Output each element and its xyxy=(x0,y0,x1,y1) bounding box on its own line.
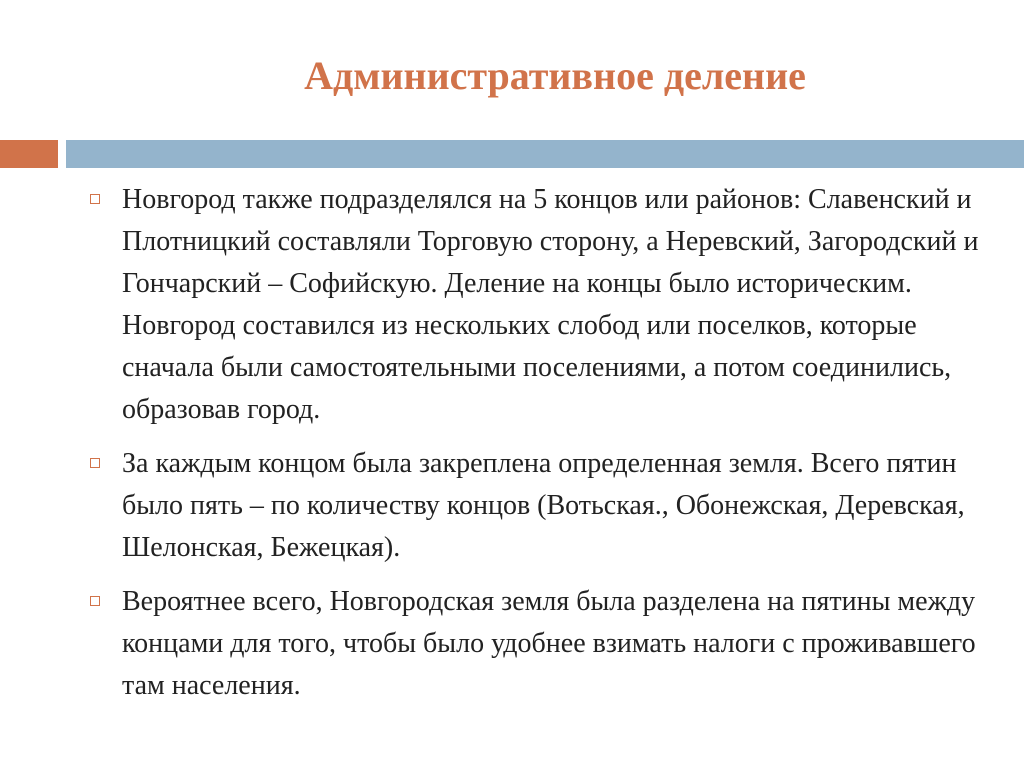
divider-main-bar xyxy=(66,140,1024,168)
square-bullet-icon xyxy=(90,458,100,468)
bullet-text: Вероятнее всего, Новгородская земля была разделена на пятины между концами для того, чтобы было удобнее взимать налоги с проживавшего там населения. xyxy=(122,586,976,701)
slide-title: Административное деление xyxy=(304,53,806,98)
square-bullet-icon xyxy=(90,596,100,606)
bullet-text: За каждым концом была закреплена определенная земля. Всего пятин было пять – по количеству концов (Вотьская., Обонежская, Деревская, Шелонская, Бежецкая). xyxy=(122,448,965,563)
bullet-list xyxy=(88,179,998,719)
bullet-text: Новгород также подразделялся на 5 концов или районов: Славенский и Плотницкий составляли Торговую сторону, а Неревский, Загородский и Гончарский – Софийскую. Деление на концы было историческим. Новгород составился из нескольких слобод или поселков, которые сначала были самостоятельными поселениями, а потом соединились, образовав город. xyxy=(122,184,979,425)
square-bullet-icon xyxy=(90,194,100,204)
bullet-item xyxy=(88,581,998,707)
bullet-item xyxy=(88,179,998,431)
bullet-item xyxy=(88,443,998,569)
divider-accent-bar xyxy=(0,140,58,168)
title-divider xyxy=(0,140,1024,168)
